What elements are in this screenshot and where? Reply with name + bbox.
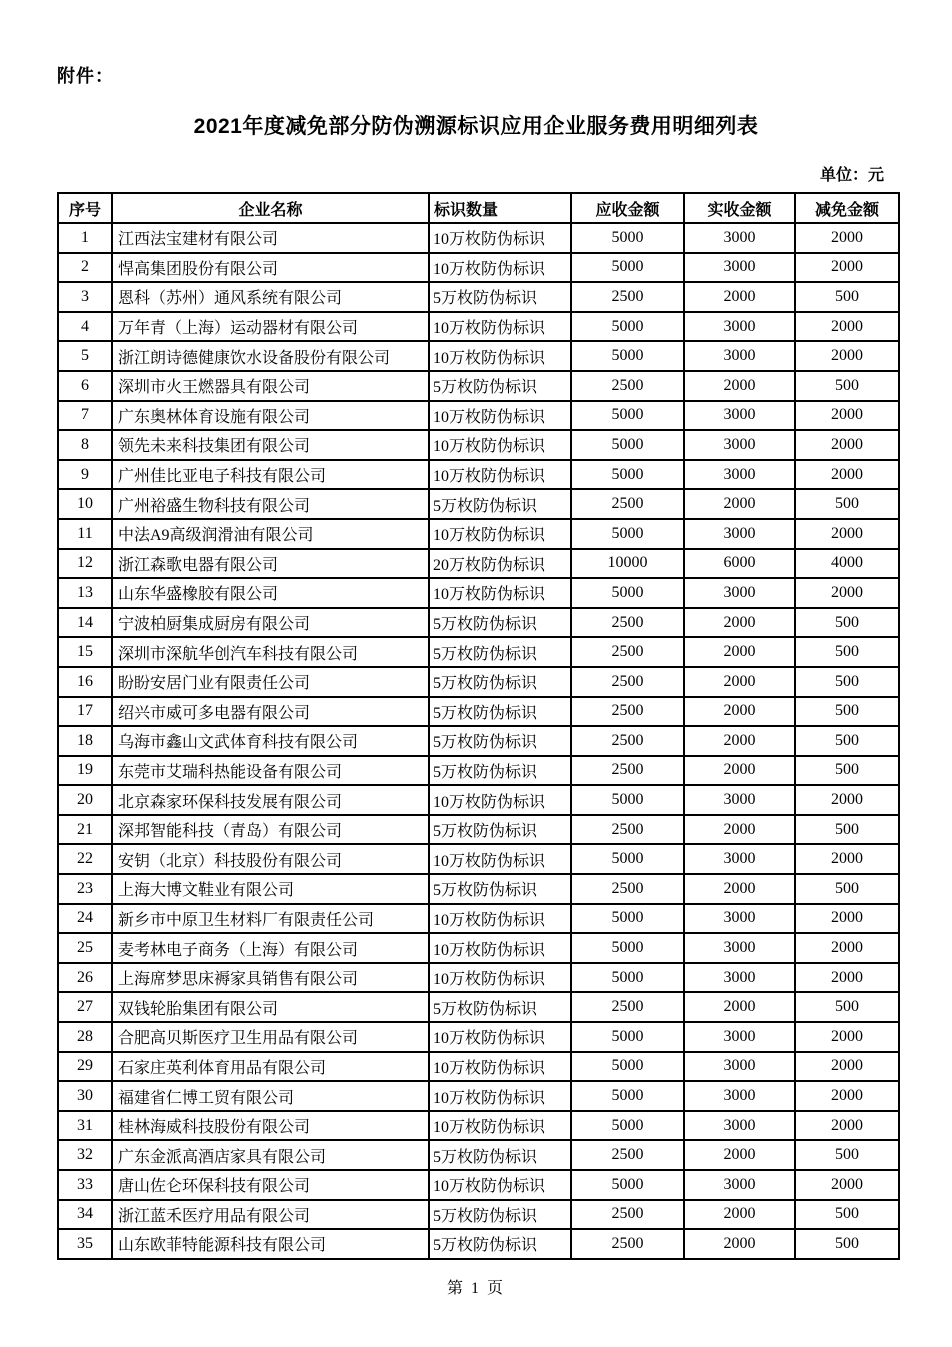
row-number-cell: 11: [58, 519, 112, 549]
receivable-amount-cell: 5000: [571, 312, 684, 342]
label-quantity-cell: 10万枚防伪标识: [429, 519, 571, 549]
table-row: [58, 667, 899, 697]
receivable-amount-cell: 5000: [571, 578, 684, 608]
reduction-amount-cell: 500: [795, 726, 899, 756]
reduction-amount-cell: 500: [795, 815, 899, 845]
table-row: [58, 1022, 899, 1052]
column-header-received: 实收金额: [684, 193, 795, 223]
label-quantity-cell: 5万枚防伪标识: [429, 637, 571, 667]
column-header-index: 序号: [58, 193, 112, 223]
table-row: [58, 1140, 899, 1170]
reduction-amount-cell: 500: [795, 637, 899, 667]
receivable-amount-cell: 2500: [571, 637, 684, 667]
table-row: [58, 1111, 899, 1141]
receivable-amount-cell: 5000: [571, 460, 684, 490]
reduction-amount-cell: 2000: [795, 401, 899, 431]
label-quantity-cell: 10万枚防伪标识: [429, 460, 571, 490]
column-header-reduction: 减免金额: [795, 193, 899, 223]
company-name-cell: 桂林海威科技股份有限公司: [112, 1111, 429, 1141]
label-quantity-cell: 5万枚防伪标识: [429, 1140, 571, 1170]
received-amount-cell: 3000: [684, 844, 795, 874]
company-name-cell: 麦考林电子商务（上海）有限公司: [112, 933, 429, 963]
received-amount-cell: 3000: [684, 785, 795, 815]
label-quantity-cell: 5万枚防伪标识: [429, 489, 571, 519]
receivable-amount-cell: 2500: [571, 815, 684, 845]
receivable-amount-cell: 2500: [571, 1140, 684, 1170]
label-quantity-cell: 5万枚防伪标识: [429, 1229, 571, 1259]
received-amount-cell: 2000: [684, 815, 795, 845]
reduction-amount-cell: 500: [795, 756, 899, 786]
row-number-cell: 18: [58, 726, 112, 756]
label-quantity-cell: 10万枚防伪标识: [429, 1052, 571, 1082]
received-amount-cell: 3000: [684, 1022, 795, 1052]
company-name-cell: 领先未来科技集团有限公司: [112, 430, 429, 460]
row-number-cell: 17: [58, 697, 112, 727]
receivable-amount-cell: 2500: [571, 697, 684, 727]
received-amount-cell: 3000: [684, 1081, 795, 1111]
receivable-amount-cell: 5000: [571, 963, 684, 993]
table-header: [58, 193, 899, 223]
column-header-label-quantity: 标识数量: [429, 193, 571, 223]
label-quantity-cell: 10万枚防伪标识: [429, 904, 571, 934]
table-row: [58, 637, 899, 667]
receivable-amount-cell: 2500: [571, 1200, 684, 1230]
company-name-cell: 东莞市艾瑞科热能设备有限公司: [112, 756, 429, 786]
row-number-cell: 14: [58, 608, 112, 638]
row-number-cell: 5: [58, 341, 112, 371]
row-number-cell: 4: [58, 312, 112, 342]
table-row: [58, 844, 899, 874]
row-number-cell: 28: [58, 1022, 112, 1052]
received-amount-cell: 6000: [684, 549, 795, 579]
attachment-label: 附件：: [57, 66, 114, 86]
received-amount-cell: 3000: [684, 341, 795, 371]
company-name-cell: 山东欧菲特能源科技有限公司: [112, 1229, 429, 1259]
received-amount-cell: 2000: [684, 992, 795, 1022]
page-title: 2021年度减免部分防伪溯源标识应用企业服务费用明细列表: [193, 115, 759, 138]
row-number-cell: 35: [58, 1229, 112, 1259]
reduction-amount-cell: 2000: [795, 844, 899, 874]
table-row: [58, 785, 899, 815]
received-amount-cell: 3000: [684, 430, 795, 460]
table-row: [58, 282, 899, 312]
table-row: [58, 756, 899, 786]
label-quantity-cell: 10万枚防伪标识: [429, 1081, 571, 1111]
received-amount-cell: 2000: [684, 1140, 795, 1170]
reduction-amount-cell: 2000: [795, 312, 899, 342]
column-header-company: 企业名称: [112, 193, 429, 223]
table-row: [58, 578, 899, 608]
row-number-cell: 27: [58, 992, 112, 1022]
company-name-cell: 合肥高贝斯医疗卫生用品有限公司: [112, 1022, 429, 1052]
page-number: 第 1 页: [446, 1280, 505, 1297]
reduction-amount-cell: 4000: [795, 549, 899, 579]
company-name-cell: 浙江森歌电器有限公司: [112, 549, 429, 579]
table-row: [58, 341, 899, 371]
label-quantity-cell: 10万枚防伪标识: [429, 785, 571, 815]
table-row: [58, 815, 899, 845]
reduction-amount-cell: 500: [795, 992, 899, 1022]
receivable-amount-cell: 5000: [571, 1081, 684, 1111]
receivable-amount-cell: 5000: [571, 1052, 684, 1082]
label-quantity-cell: 10万枚防伪标识: [429, 1022, 571, 1052]
table-row: [58, 489, 899, 519]
table-row: [58, 401, 899, 431]
received-amount-cell: 2000: [684, 489, 795, 519]
company-name-cell: 盼盼安居门业有限责任公司: [112, 667, 429, 697]
table-row: [58, 223, 899, 253]
reduction-amount-cell: 2000: [795, 1081, 899, 1111]
company-name-cell: 乌海市鑫山文武体育科技有限公司: [112, 726, 429, 756]
company-name-cell: 浙江朗诗德健康饮水设备股份有限公司: [112, 341, 429, 371]
receivable-amount-cell: 5000: [571, 933, 684, 963]
received-amount-cell: 3000: [684, 1170, 795, 1200]
reduction-amount-cell: 2000: [795, 223, 899, 253]
company-name-cell: 浙江蓝禾医疗用品有限公司: [112, 1200, 429, 1230]
received-amount-cell: 2000: [684, 756, 795, 786]
label-quantity-cell: 10万枚防伪标识: [429, 223, 571, 253]
reduction-amount-cell: 500: [795, 667, 899, 697]
company-name-cell: 上海席梦思床褥家具销售有限公司: [112, 963, 429, 993]
reduction-amount-cell: 2000: [795, 578, 899, 608]
receivable-amount-cell: 5000: [571, 904, 684, 934]
received-amount-cell: 3000: [684, 1052, 795, 1082]
label-quantity-cell: 10万枚防伪标识: [429, 430, 571, 460]
table-row: [58, 253, 899, 283]
table-row: [58, 904, 899, 934]
received-amount-cell: 3000: [684, 933, 795, 963]
receivable-amount-cell: 5000: [571, 430, 684, 460]
label-quantity-cell: 10万枚防伪标识: [429, 1111, 571, 1141]
reduction-amount-cell: 2000: [795, 963, 899, 993]
row-number-cell: 32: [58, 1140, 112, 1170]
received-amount-cell: 3000: [684, 519, 795, 549]
receivable-amount-cell: 5000: [571, 1111, 684, 1141]
company-name-cell: 安钥（北京）科技股份有限公司: [112, 844, 429, 874]
reduction-amount-cell: 2000: [795, 904, 899, 934]
label-quantity-cell: 5万枚防伪标识: [429, 282, 571, 312]
company-name-cell: 双钱轮胎集团有限公司: [112, 992, 429, 1022]
row-number-cell: 26: [58, 963, 112, 993]
row-number-cell: 24: [58, 904, 112, 934]
row-number-cell: 1: [58, 223, 112, 253]
table-row: [58, 312, 899, 342]
label-quantity-cell: 5万枚防伪标识: [429, 608, 571, 638]
received-amount-cell: 2000: [684, 608, 795, 638]
label-quantity-cell: 10万枚防伪标识: [429, 253, 571, 283]
received-amount-cell: 3000: [684, 963, 795, 993]
row-number-cell: 34: [58, 1200, 112, 1230]
label-quantity-cell: 5万枚防伪标识: [429, 697, 571, 727]
table-row: [58, 874, 899, 904]
label-quantity-cell: 10万枚防伪标识: [429, 312, 571, 342]
received-amount-cell: 3000: [684, 312, 795, 342]
company-name-cell: 中法A9高级润滑油有限公司: [112, 519, 429, 549]
company-name-cell: 山东华盛橡胶有限公司: [112, 578, 429, 608]
row-number-cell: 8: [58, 430, 112, 460]
table-row: [58, 963, 899, 993]
row-number-cell: 22: [58, 844, 112, 874]
company-name-cell: 恩科（苏州）通风系统有限公司: [112, 282, 429, 312]
reduction-amount-cell: 2000: [795, 519, 899, 549]
table-row: [58, 933, 899, 963]
receivable-amount-cell: 5000: [571, 519, 684, 549]
company-name-cell: 福建省仁博工贸有限公司: [112, 1081, 429, 1111]
reduction-amount-cell: 2000: [795, 933, 899, 963]
row-number-cell: 33: [58, 1170, 112, 1200]
label-quantity-cell: 10万枚防伪标识: [429, 1170, 571, 1200]
company-name-cell: 江西法宝建材有限公司: [112, 223, 429, 253]
label-quantity-cell: 5万枚防伪标识: [429, 371, 571, 401]
label-quantity-cell: 5万枚防伪标识: [429, 667, 571, 697]
received-amount-cell: 3000: [684, 401, 795, 431]
table-row: [58, 726, 899, 756]
received-amount-cell: 2000: [684, 637, 795, 667]
received-amount-cell: 3000: [684, 1111, 795, 1141]
reduction-amount-cell: 2000: [795, 253, 899, 283]
company-name-cell: 深圳市火王燃器具有限公司: [112, 371, 429, 401]
receivable-amount-cell: 5000: [571, 223, 684, 253]
label-quantity-cell: 10万枚防伪标识: [429, 341, 571, 371]
company-name-cell: 广东奥林体育设施有限公司: [112, 401, 429, 431]
row-number-cell: 23: [58, 874, 112, 904]
table-row: [58, 1200, 899, 1230]
company-name-cell: 深圳市深航华创汽车科技有限公司: [112, 637, 429, 667]
reduction-amount-cell: 500: [795, 697, 899, 727]
label-quantity-cell: 10万枚防伪标识: [429, 844, 571, 874]
received-amount-cell: 3000: [684, 253, 795, 283]
table-row: [58, 1081, 899, 1111]
row-number-cell: 15: [58, 637, 112, 667]
company-name-cell: 悍高集团股份有限公司: [112, 253, 429, 283]
label-quantity-cell: 5万枚防伪标识: [429, 874, 571, 904]
reduction-amount-cell: 500: [795, 371, 899, 401]
row-number-cell: 29: [58, 1052, 112, 1082]
receivable-amount-cell: 2500: [571, 874, 684, 904]
company-name-cell: 上海大博文鞋业有限公司: [112, 874, 429, 904]
row-number-cell: 6: [58, 371, 112, 401]
reduction-amount-cell: 500: [795, 1200, 899, 1230]
company-name-cell: 石家庄英利体育用品有限公司: [112, 1052, 429, 1082]
receivable-amount-cell: 5000: [571, 341, 684, 371]
received-amount-cell: 2000: [684, 282, 795, 312]
company-name-cell: 广州佳比亚电子科技有限公司: [112, 460, 429, 490]
row-number-cell: 10: [58, 489, 112, 519]
table-row: [58, 1170, 899, 1200]
received-amount-cell: 3000: [684, 460, 795, 490]
received-amount-cell: 3000: [684, 223, 795, 253]
reduction-amount-cell: 2000: [795, 460, 899, 490]
company-name-cell: 唐山佐仑环保科技有限公司: [112, 1170, 429, 1200]
label-quantity-cell: 5万枚防伪标识: [429, 1200, 571, 1230]
receivable-amount-cell: 2500: [571, 371, 684, 401]
reduction-amount-cell: 2000: [795, 785, 899, 815]
header-row: [58, 193, 899, 223]
receivable-amount-cell: 2500: [571, 992, 684, 1022]
receivable-amount-cell: 2500: [571, 756, 684, 786]
receivable-amount-cell: 2500: [571, 1229, 684, 1259]
row-number-cell: 30: [58, 1081, 112, 1111]
row-number-cell: 12: [58, 549, 112, 579]
table-row: [58, 608, 899, 638]
row-number-cell: 2: [58, 253, 112, 283]
label-quantity-cell: 10万枚防伪标识: [429, 401, 571, 431]
table-row: [58, 430, 899, 460]
received-amount-cell: 2000: [684, 874, 795, 904]
unit-label: 单位：元: [819, 167, 884, 184]
label-quantity-cell: 10万枚防伪标识: [429, 963, 571, 993]
received-amount-cell: 2000: [684, 697, 795, 727]
company-name-cell: 新乡市中原卫生材料厂有限责任公司: [112, 904, 429, 934]
received-amount-cell: 2000: [684, 667, 795, 697]
received-amount-cell: 2000: [684, 726, 795, 756]
row-number-cell: 13: [58, 578, 112, 608]
row-number-cell: 7: [58, 401, 112, 431]
table-body: [58, 223, 899, 1259]
label-quantity-cell: 5万枚防伪标识: [429, 992, 571, 1022]
row-number-cell: 9: [58, 460, 112, 490]
fee-table: [57, 192, 900, 1260]
label-quantity-cell: 5万枚防伪标识: [429, 726, 571, 756]
received-amount-cell: 3000: [684, 578, 795, 608]
reduction-amount-cell: 2000: [795, 430, 899, 460]
label-quantity-cell: 10万枚防伪标识: [429, 933, 571, 963]
label-quantity-cell: 20万枚防伪标识: [429, 549, 571, 579]
reduction-amount-cell: 2000: [795, 1111, 899, 1141]
receivable-amount-cell: 5000: [571, 785, 684, 815]
receivable-amount-cell: 2500: [571, 489, 684, 519]
company-name-cell: 万年青（上海）运动器材有限公司: [112, 312, 429, 342]
label-quantity-cell: 5万枚防伪标识: [429, 756, 571, 786]
row-number-cell: 19: [58, 756, 112, 786]
table-row: [58, 460, 899, 490]
reduction-amount-cell: 2000: [795, 1170, 899, 1200]
received-amount-cell: 2000: [684, 1200, 795, 1230]
receivable-amount-cell: 2500: [571, 282, 684, 312]
received-amount-cell: 2000: [684, 1229, 795, 1259]
received-amount-cell: 2000: [684, 371, 795, 401]
table-row: [58, 549, 899, 579]
reduction-amount-cell: 500: [795, 489, 899, 519]
company-name-cell: 广州裕盛生物科技有限公司: [112, 489, 429, 519]
table-row: [58, 697, 899, 727]
receivable-amount-cell: 2500: [571, 608, 684, 638]
reduction-amount-cell: 500: [795, 874, 899, 904]
receivable-amount-cell: 2500: [571, 667, 684, 697]
row-number-cell: 25: [58, 933, 112, 963]
reduction-amount-cell: 500: [795, 1140, 899, 1170]
company-name-cell: 北京森家环保科技发展有限公司: [112, 785, 429, 815]
reduction-amount-cell: 500: [795, 1229, 899, 1259]
column-header-receivable: 应收金额: [571, 193, 684, 223]
table-row: [58, 519, 899, 549]
receivable-amount-cell: 5000: [571, 253, 684, 283]
receivable-amount-cell: 5000: [571, 1022, 684, 1052]
receivable-amount-cell: 5000: [571, 401, 684, 431]
row-number-cell: 31: [58, 1111, 112, 1141]
reduction-amount-cell: 2000: [795, 341, 899, 371]
received-amount-cell: 3000: [684, 904, 795, 934]
label-quantity-cell: 5万枚防伪标识: [429, 815, 571, 845]
company-name-cell: 绍兴市威可多电器有限公司: [112, 697, 429, 727]
receivable-amount-cell: 5000: [571, 1170, 684, 1200]
row-number-cell: 21: [58, 815, 112, 845]
receivable-amount-cell: 10000: [571, 549, 684, 579]
company-name-cell: 深邦智能科技（青岛）有限公司: [112, 815, 429, 845]
table-row: [58, 371, 899, 401]
reduction-amount-cell: 500: [795, 608, 899, 638]
reduction-amount-cell: 2000: [795, 1052, 899, 1082]
receivable-amount-cell: 2500: [571, 726, 684, 756]
label-quantity-cell: 10万枚防伪标识: [429, 578, 571, 608]
receivable-amount-cell: 5000: [571, 844, 684, 874]
reduction-amount-cell: 500: [795, 282, 899, 312]
row-number-cell: 20: [58, 785, 112, 815]
table-row: [58, 1052, 899, 1082]
company-name-cell: 宁波柏厨集成厨房有限公司: [112, 608, 429, 638]
reduction-amount-cell: 2000: [795, 1022, 899, 1052]
row-number-cell: 16: [58, 667, 112, 697]
table-row: [58, 1229, 899, 1259]
company-name-cell: 广东金派高酒店家具有限公司: [112, 1140, 429, 1170]
row-number-cell: 3: [58, 282, 112, 312]
table-row: [58, 992, 899, 1022]
